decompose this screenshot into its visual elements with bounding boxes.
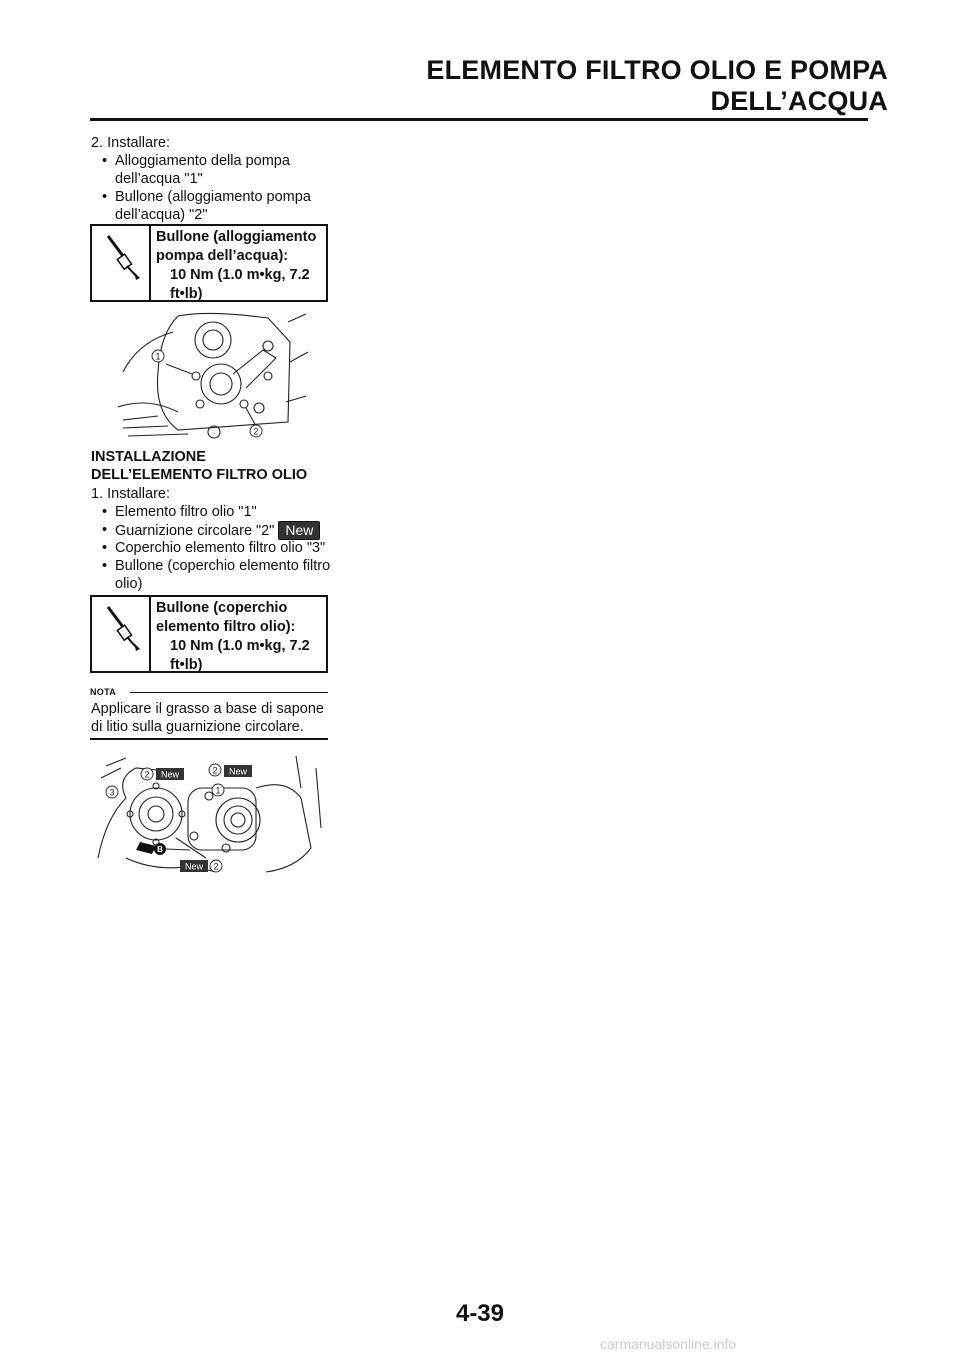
water-pump-illustration <box>118 312 318 442</box>
note-label: NOTA <box>90 687 117 697</box>
torque-spec-box <box>90 224 328 302</box>
spec-icon-cell <box>92 597 151 671</box>
list-item-text: Bullone (coperchio elemento filtro olio) <box>115 558 331 592</box>
note-text: Applicare il grasso a base di sapone di litio sulla guarnizione circolare. <box>91 701 324 735</box>
callout-1: 1 <box>155 351 161 362</box>
new-part-label: New <box>228 766 248 777</box>
section-heading-line1: INSTALLAZIONE <box>91 449 206 465</box>
list-item-text: Bullone (alloggiamento pompa dell’acqua) "2" <box>115 189 311 223</box>
callout-1: 1 <box>215 785 221 796</box>
spec-value: 10 Nm (1.0 m•kg, 7.2 ft•lb) <box>170 638 310 673</box>
spec-value: 10 Nm (1.0 m•kg, 7.2 ft•lb) <box>170 267 310 302</box>
title-divider <box>90 118 868 121</box>
list-item-text: Alloggiamento della pompa dell’acqua "1" <box>115 153 290 187</box>
spec-icon-cell <box>92 226 151 300</box>
section-heading-line2: DELL’ELEMENTO FILTRO OLIO <box>91 467 308 483</box>
bullet-marker: • <box>102 522 108 538</box>
step-install-1: 1. Installare: <box>91 486 170 502</box>
torque-wrench-icon <box>92 226 145 300</box>
step-install-2: 2. Installare: <box>91 135 170 151</box>
bullet-marker: • <box>102 558 108 574</box>
list-item-text: Guarnizione circolare "2" <box>115 523 275 539</box>
list-item-text: Elemento filtro olio "1" <box>115 504 257 520</box>
page-number: 4-39 <box>455 1300 505 1327</box>
note-divider-top <box>130 692 328 693</box>
new-part-label: New <box>184 861 204 872</box>
list-item-text: Coperchio elemento filtro olio "3" <box>115 540 326 556</box>
watermark: carmanualsonline.info <box>600 1336 737 1352</box>
page-title: ELEMENTO FILTRO OLIO E POMPA DELL’ACQUA <box>426 55 888 116</box>
oil-filter-illustration <box>96 748 326 878</box>
callout-3: 3 <box>109 787 115 798</box>
bullet-marker: • <box>102 153 108 169</box>
callout-2: 2 <box>253 426 259 437</box>
bullet-marker: • <box>102 189 108 205</box>
spec-label: Bullone (alloggiamento pompa dell’acqua): <box>156 229 317 264</box>
callout-2: 2 <box>213 861 219 872</box>
torque-wrench-icon <box>92 597 145 671</box>
torque-spec-box <box>90 595 328 673</box>
bullet-marker: • <box>102 540 108 556</box>
grease-symbol: B <box>157 845 163 854</box>
bullet-marker: • <box>102 504 108 520</box>
callout-2: 2 <box>144 769 150 780</box>
callout-2: 2 <box>212 765 218 776</box>
new-part-label: New <box>160 769 180 780</box>
note-divider-bottom <box>90 738 328 740</box>
new-part-badge: New <box>278 521 320 540</box>
spec-label: Bullone (coperchio elemento filtro olio): <box>156 600 296 635</box>
